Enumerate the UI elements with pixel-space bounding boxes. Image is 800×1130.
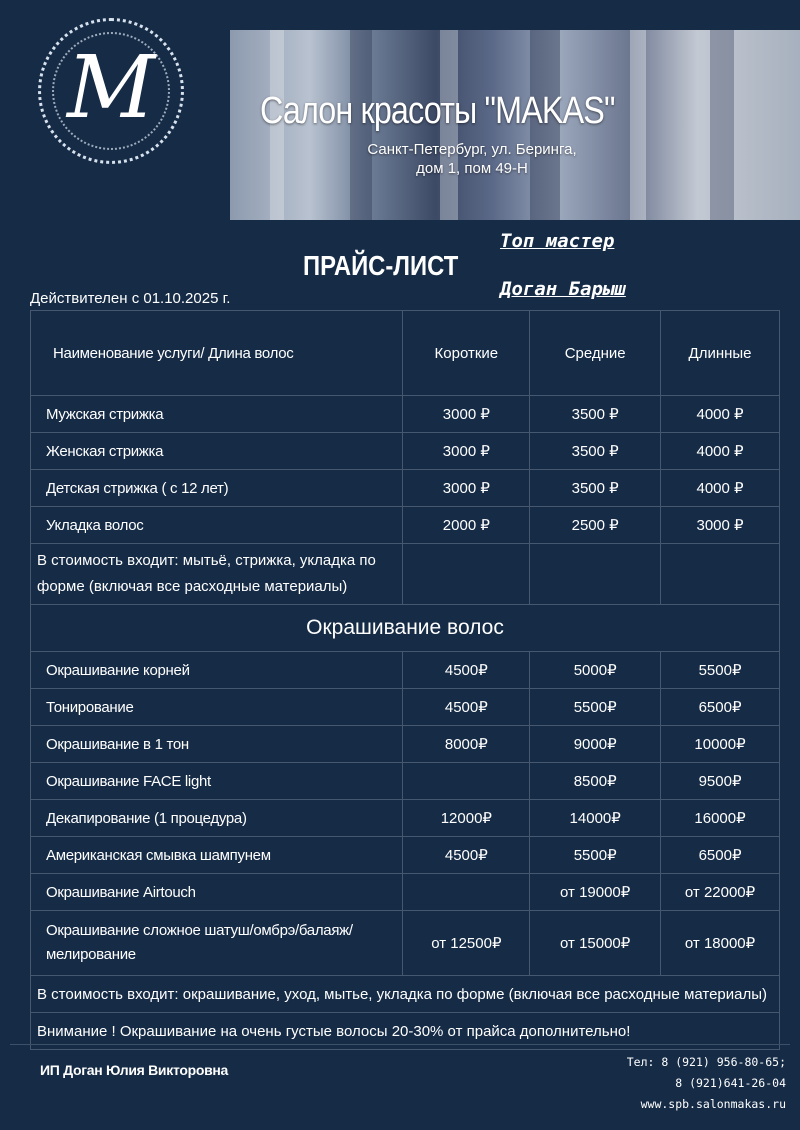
price-medium: 5000₽	[530, 652, 661, 689]
table-row	[31, 470, 780, 507]
price-short: 3000 ₽	[403, 396, 530, 433]
valid-from: Действителен с 01.10.2025 г.	[30, 290, 231, 307]
price-long: 16000₽	[661, 800, 780, 837]
table-row	[31, 800, 780, 837]
price-short: 4500₽	[403, 837, 530, 874]
price-medium: от 19000₽	[530, 874, 661, 911]
price-long: 6500₽	[661, 837, 780, 874]
price-long: от 22000₽	[661, 874, 780, 911]
price-long: 9500₽	[661, 763, 780, 800]
price-short: 3000 ₽	[403, 470, 530, 507]
master-title: Топ мастер	[500, 230, 615, 252]
phone-secondary: 8 (921)641-26-04	[675, 1076, 786, 1090]
table-row	[31, 652, 780, 689]
service-name: Мужская стрижка	[31, 396, 403, 433]
price-short: 12000₽	[403, 800, 530, 837]
table-row	[31, 837, 780, 874]
haircut-note-row	[31, 544, 780, 605]
price-short: от 12500₽	[403, 911, 530, 976]
price-medium: 3500 ₽	[530, 396, 661, 433]
table-header-row	[31, 311, 780, 396]
price-long: 4000 ₽	[661, 433, 780, 470]
phone-primary: Тел: 8 (921) 956-80-65;	[626, 1055, 786, 1069]
price-short: 8000₽	[403, 726, 530, 763]
price-list-title: ПРАЙС-ЛИСТ	[303, 250, 459, 281]
coloring-section-row	[31, 605, 780, 652]
service-name: Декапирование (1 процедура)	[31, 800, 403, 837]
header-banner	[230, 30, 800, 220]
price-long: 10000₽	[661, 726, 780, 763]
price-medium: 5500₽	[530, 837, 661, 874]
company-name: ИП Доган Юлия Викторовна	[40, 1062, 229, 1078]
table-row	[31, 911, 780, 976]
price-medium: 3500 ₽	[530, 433, 661, 470]
coloring-note: В стоимость входит: окрашивание, уход, мытье, укладка по форме (включая все расходные материалы)	[31, 976, 780, 1013]
price-long: 4000 ₽	[661, 470, 780, 507]
column-header-service: Наименование услуги/ Длина волос	[31, 311, 403, 396]
price-long: от 18000₽	[661, 911, 780, 976]
price-long: 5500₽	[661, 652, 780, 689]
haircut-note: В стоимость входит: мытьё, стрижка, укладка по форме (включая все расходные материалы)	[31, 544, 403, 605]
table-row	[31, 507, 780, 544]
price-medium: 8500₽	[530, 763, 661, 800]
service-name: Тонирование	[31, 689, 403, 726]
table-row	[31, 433, 780, 470]
table-row	[31, 396, 780, 433]
logo-inner-ring	[52, 32, 170, 150]
price-long: 3000 ₽	[661, 507, 780, 544]
table-row	[31, 689, 780, 726]
price-long: 4000 ₽	[661, 396, 780, 433]
service-name: Укладка волос	[31, 507, 403, 544]
price-short	[403, 763, 530, 800]
salon-name: Салон красоты "MAKAS"	[260, 90, 615, 132]
column-header-short: Короткие	[403, 311, 530, 396]
service-name: Окрашивание Airtouch	[31, 874, 403, 911]
contacts-block	[627, 1052, 786, 1115]
service-name: Женская стрижка	[31, 433, 403, 470]
price-medium: 2500 ₽	[530, 507, 661, 544]
column-header-medium: Средние	[530, 311, 661, 396]
salon-address: Санкт-Петербург, ул. Беринга, дом 1, пом 49-Н	[367, 141, 577, 177]
service-name: Окрашивание сложное шатуш/омбрэ/балаяж/ мелирование	[31, 911, 403, 976]
table-row	[31, 763, 780, 800]
service-name: Окрашивание FACE light	[31, 763, 403, 800]
price-medium: 3500 ₽	[530, 470, 661, 507]
master-name: Доган Барыш	[500, 278, 626, 300]
logo-letter: M	[66, 38, 156, 138]
price-medium: 14000₽	[530, 800, 661, 837]
salon-logo	[38, 18, 184, 164]
table-row	[31, 874, 780, 911]
website-link[interactable]: www.spb.salonmakas.ru	[640, 1097, 786, 1111]
price-table	[30, 310, 780, 1050]
price-long: 6500₽	[661, 689, 780, 726]
footer-divider	[10, 1044, 790, 1045]
price-medium: от 15000₽	[530, 911, 661, 976]
price-short: 4500₽	[403, 652, 530, 689]
price-short: 4500₽	[403, 689, 530, 726]
column-header-long: Длинные	[661, 311, 780, 396]
service-name: Окрашивание в 1 тон	[31, 726, 403, 763]
table-row	[31, 726, 780, 763]
coloring-section-title: Окрашивание волос	[31, 605, 780, 652]
price-medium: 9000₽	[530, 726, 661, 763]
service-name: Американская смывка шампунем	[31, 837, 403, 874]
service-name: Детская стрижка ( с 12 лет)	[31, 470, 403, 507]
price-medium: 5500₽	[530, 689, 661, 726]
price-short: 3000 ₽	[403, 433, 530, 470]
price-short: 2000 ₽	[403, 507, 530, 544]
warning-note: Внимание ! Окрашивание на очень густые волосы 20-30% от прайса дополнительно!	[31, 1013, 780, 1050]
service-name: Окрашивание корней	[31, 652, 403, 689]
price-short	[403, 874, 530, 911]
coloring-note-row	[31, 976, 780, 1013]
